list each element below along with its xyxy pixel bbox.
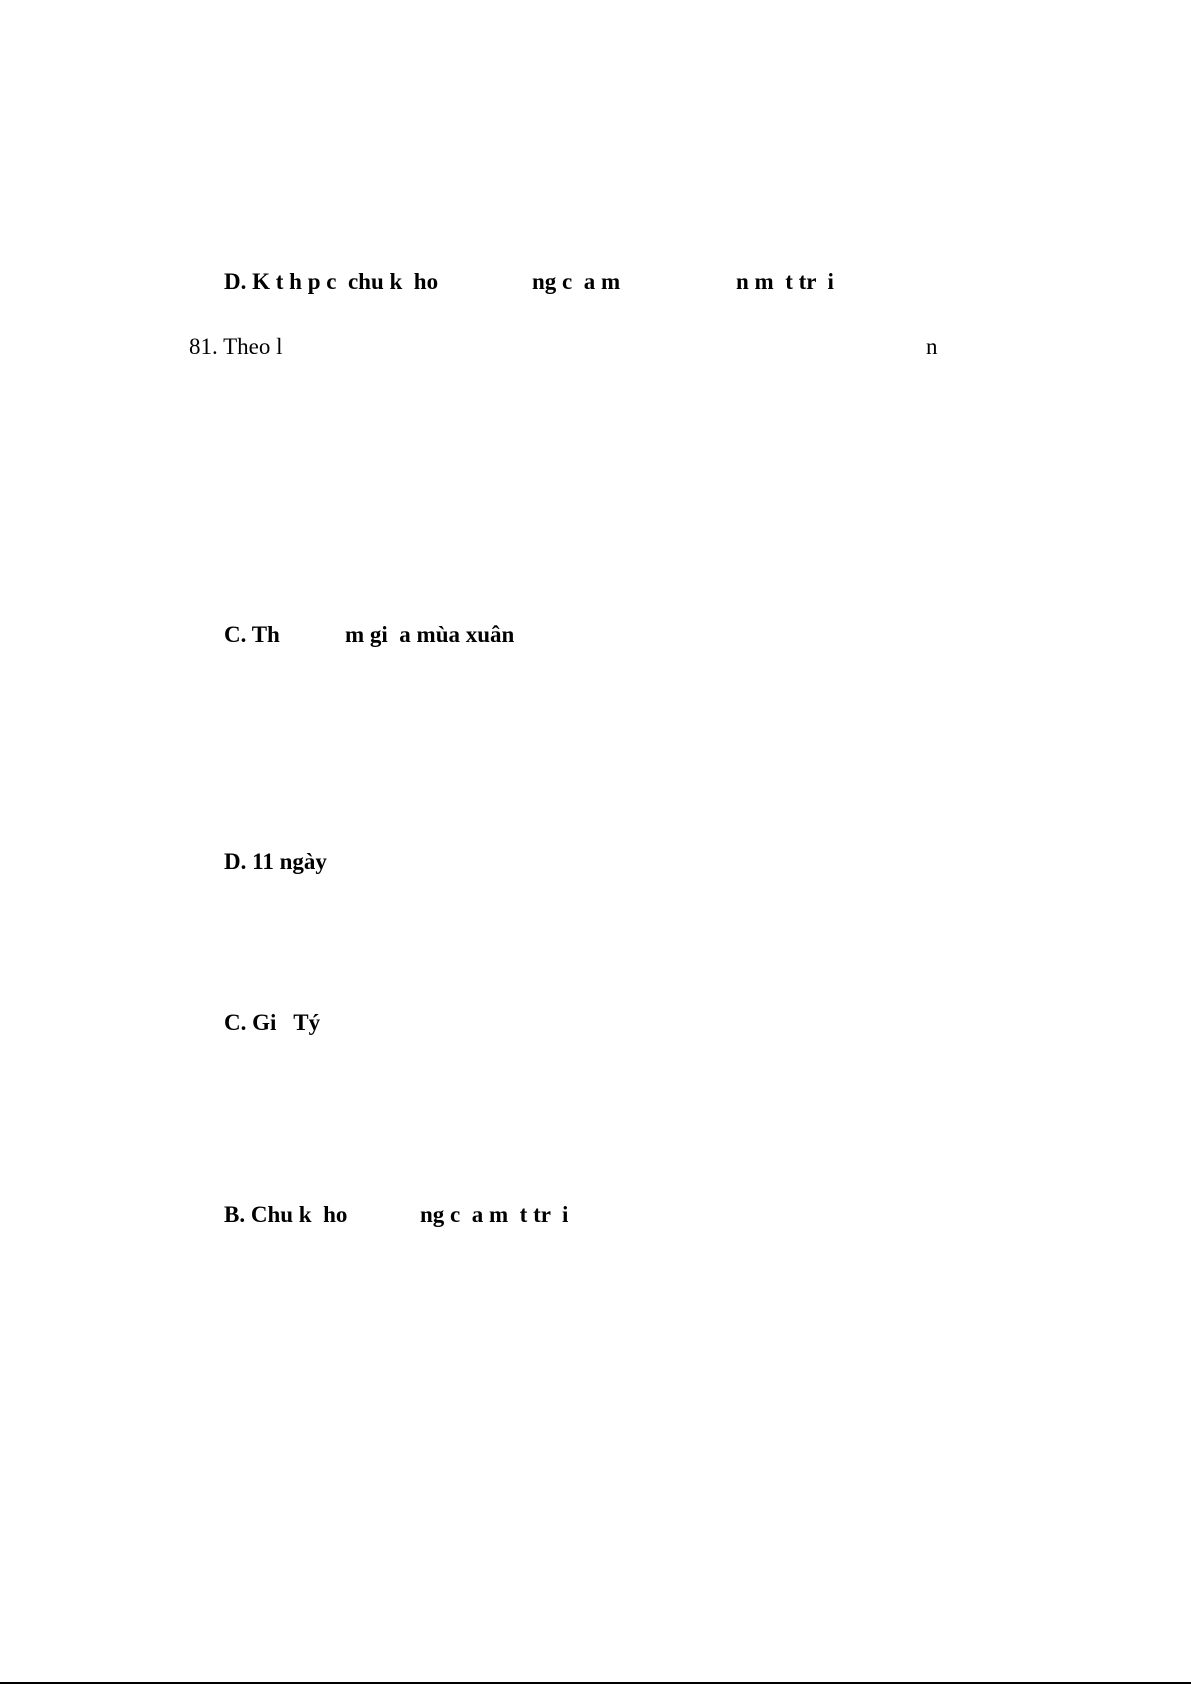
option-d-text-part-3: n m t tr i	[736, 269, 834, 294]
option-c-text-part-2: m gi a mùa xuân	[345, 622, 515, 647]
question-81-text-part-1: 81. Theo l	[189, 334, 283, 359]
option-b-text-part-2: ng c a m t tr i	[420, 1202, 569, 1227]
option-d-text-part-2: ng c a m	[532, 269, 621, 294]
question-81-text-part-2: n	[926, 334, 938, 359]
option-d-text-part-1: D. K t h p c chu k ho	[224, 269, 439, 294]
option-c-answer: C. Gi Tý	[224, 1010, 321, 1035]
page-bottom-rule	[0, 1682, 1191, 1684]
option-b-text-part-1: B. Chu k ho	[224, 1202, 348, 1227]
option-c-text-part-1: C. Th	[224, 622, 280, 647]
option-d-answer: D. 11 ngày	[224, 849, 327, 874]
